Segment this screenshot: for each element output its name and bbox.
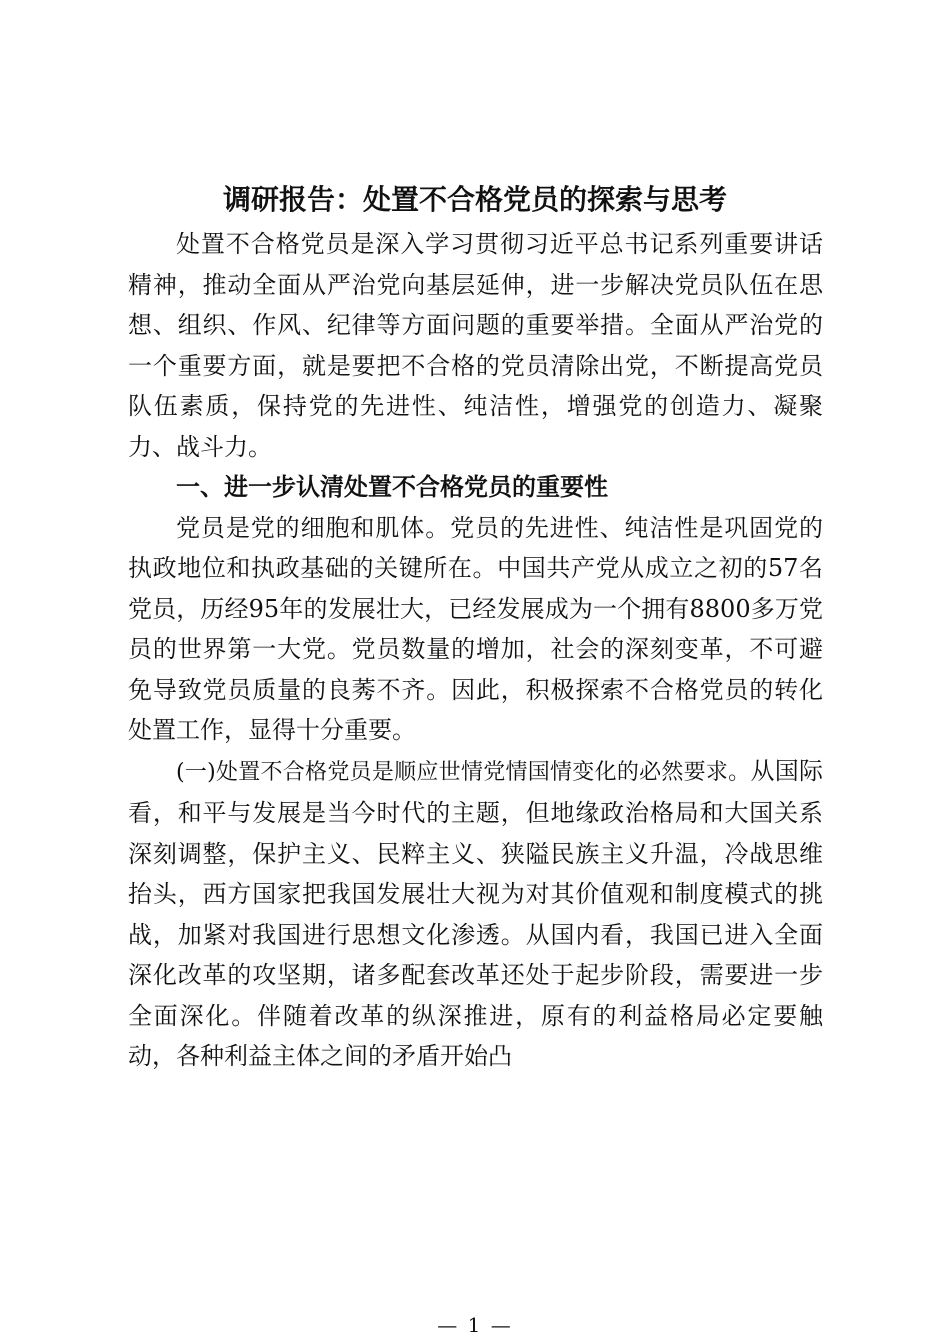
page-number: — 1 — bbox=[437, 1313, 513, 1337]
subsection-lead: (一)处置不合格党员是顺应世情党情国情变化的必然要求。 bbox=[176, 759, 751, 785]
subsection-paragraph bbox=[128, 751, 823, 1077]
subsection-body: 从国际看，和平与发展是当今时代的主题，但地缘政治格局和大国关系深刻调整，保护主义、民粹主义、狭隘民族主义升温，冷战思维抬头，西方国家把我国发展壮大视为对其价值观和制度模式的挑战，加紧对我国进行思想文化渗透。从国内看，我国已进入全面深化改革的攻坚期，诸多配套改革还处于起步阶段，需要进一步全面深化。伴随着改革的纵深推进，原有的利益格局必定要触动，各种利益主体之间的矛盾开始凸 bbox=[128, 756, 824, 1070]
section-paragraph: 党员是党的细胞和肌体。党员的先进性、纯洁性是巩固党的执政地位和执政基础的关键所在。中国共产党从成立之初的57名党员，历经95年的发展壮大，已经发展成为一个拥有8800多万党员的世界第一大党。党员数量的增加，社会的深刻变革，不可避免导致党员质量的良莠不齐。因此，积极探索不合格党员的转化处置工作，显得十分重要。 bbox=[128, 513, 823, 744]
document-title: 调研报告：处置不合格党员的探索与思考 bbox=[222, 183, 727, 216]
document-body bbox=[128, 224, 823, 1077]
intro-paragraph: 处置不合格党员是深入学习贯彻习近平总书记系列重要讲话精神，推动全面从严治党向基层延伸，进一步解决党员队伍在思想、组织、作风、纪律等方面问题的重要举措。全面从严治党的一个重要方面，就是要把不合格的党员清除出党，不断提高党员队伍素质，保持党的先进性、纯洁性，增强党的创造力、凝聚力、战斗力。 bbox=[128, 230, 823, 461]
section-heading: 一、进一步认清处置不合格党员的重要性 bbox=[176, 472, 608, 501]
